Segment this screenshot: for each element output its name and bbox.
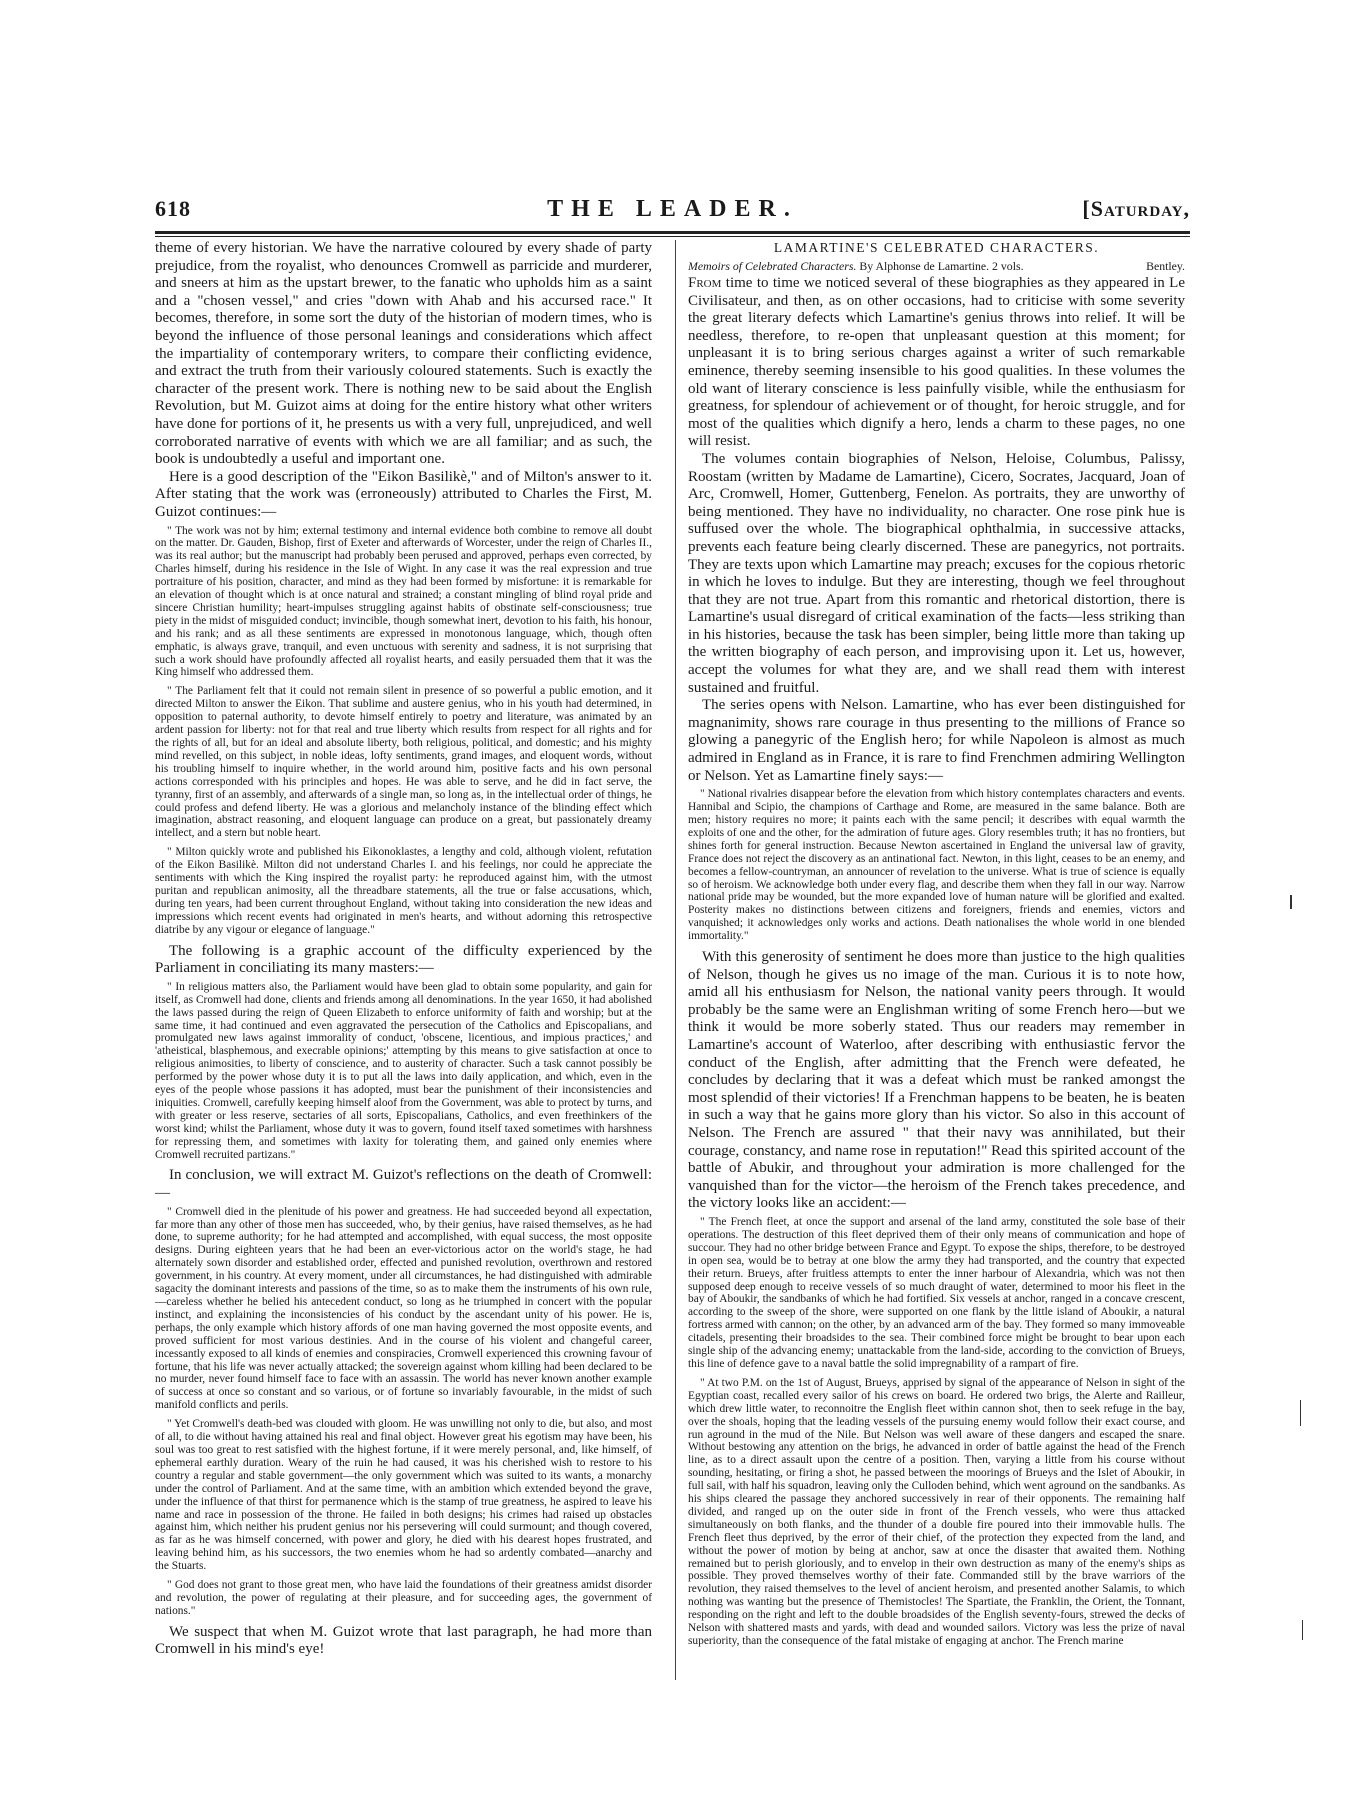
guizot-paragraph: The following is a graphic account of the difficulty experienced by the Parliament in conciliating its many masters:—: [155, 942, 652, 977]
guizot-paragraph: theme of every historian. We have the narrative coloured by every shade of party prejudice, from the royalist, who denounces Cromwell as parricide and murderer, and sneers at him as the upstart brewer, to the fanatic who upholds him as a saint and a "chosen vessel," and cries "down with Ahab and his accursed race." It becomes, therefore, in some sort the duty of the historian of modern times, who is beyond the influence of those personal leanings and considerations which affect the impartiality of contemporary writers, to compare their conflicting evidence, and extract the truth from their variously coloured statements. Such is exactly the character of the present work. There is nothing new to be said about the English Revolution, but M. Guizot aims at doing for the entire history what other writers have done for portions of it, he presents us with a very full, unprejudiced, and well corroborated narrative of events with which we are all familiar; and as such, the book is undoubtedly a useful and important one.: [155, 240, 652, 468]
quoted-extract: " At two P.M. on the 1st of August, Brueys, apprised by signal of the appearance of Nelson in sight of the Egyptian coast, recalled every sailor of his crews on board. He ordered two brigs, the Alerte and Railleur, which drew little water, to reconnoitre the English fleet within cannon shot, then to seek refuge in the bay, over the shoals, hoping that the leading vessels of the pursuing enemy would follow their exact course, and run aground in the mud of the Nile. But Nelson was well aware of these dangers and escaped the snare. Without bestowing any attention on the brigs, he advanced in order of battle against the head of the French line, as to a direct assault upon the centre of a position. Then, varying a little from his course without sounding, hesitating, or firing a shot, he passed between the moorings of Brueys and the Islet of Aboukir, in full sail, with half his squadron, leaving only the Culloden behind, which went aground on the sandbanks. As his ships cleared the passage they anchored successively in rear of their opponents. The remaining half divided, and ranged up on the outer side in front of the French vessels, who were thus attacked simultaneously on both flanks, and the thunder of a double fire poured into their immovable hulls. The French fleet thus deprived, by the error of their chief, of the protection they expected from the land, and without the power of motion by being at anchor, saw at once the disaster that awaited them. Nothing remained but to perish gloriously, and to envelop in their own destruction as many of the enemy's ships as possible. They proved themselves worthy of their fate. Commanded still by the brave warriors of the revolution, they raised themselves to the level of ancient heroism, and presented another Salamis, to which nothing was wanting but the presence of Themistocles! The Spartiate, the Franklin, the Orient, the Tonnant, responding on the right and left to the double broadsides of the English seventy-fours, strewed the decks of Nelson with shattered masts and yards, with dead and wounded sailors. Victory was less the prize of naval superiority, than the consequence of the fatal mistake of engaging at anchor. The French marine: [688, 1376, 1185, 1647]
book-byline: [688, 259, 1185, 273]
quoted-extract: " God does not grant to those great men, who have laid the foundations of their greatness amidst disorder and revolution, the power of regulating at their pleasure, and for succeeding ages, the government of nations.": [155, 1579, 652, 1617]
masthead: THE LEADER.: [547, 196, 798, 222]
header-rule: [155, 231, 1190, 234]
quoted-extract: " National rivalries disappear before the elevation from which history contemplates characters and events. Hannibal and Scipio, the champions of Carthage and Rome, are measured in the same balance. Both are men; history requires no more; it paints each with the same pencil; it describes with equal warmth the exploits of one and the other, for the admiration of future ages. Glory resembles truth; it has no frontiers, but shines forth for general instruction. Because Newton ascertained in England the universal law of gravity, France does not reject the discovery as an antinational fact. Newton, in this light, ceases to be an enemy, and becomes a fellow-countryman, an announcer of revelation to the universe. What is true of science is equally so of heroism. We acknowledge both under every flag, and describe them when they fall in our way. Narrow national pride may be wounded, but the more expanded love of human nature will be glorified and exalted. Posterity makes no distinctions between citizens and foreigners, friends and enemies, victors and vanquished; it acknowledges only works and actions. Death nationalises the whole world in one blended immortality.": [688, 788, 1185, 943]
guizot-paragraph: Here is a good description of the "Eikon Basilikè," and of Milton's answer to it. After stating that the work was (erroneously) attributed to Charles the First, M. Guizot continues:—: [155, 468, 652, 520]
quoted-extract: " Yet Cromwell's death-bed was clouded with gloom. He was unwilling not only to die, but also, and most of all, to die without having attained his real and final object. However great his egotism may have been, his soul was too great to rest satisfied with the highest fortune, if it were merely personal, and, like himself, of ephemeral earthly duration. Weary of the ruin he had caused, it was his cherished wish to restore to his country a regular and stable government—the only government which was suited to its wants, a monarchy under the control of Parliament. And at the same time, with an ambition which extended beyond the grave, under the influence of that thirst for permanence which is the stamp of true greatness, he aspired to leave his name and race in possession of the throne. He failed in both designs; his crimes had raised up obstacles against him, which neither his prudent genius nor his persevering will could surmount; and though covered, as far as he was himself concerned, with power and glory, he died with his dearest hopes frustrated, and leaving behind him, as his successors, the two enemies whom he had so ardently combated—anarchy and the Stuarts.: [155, 1418, 652, 1573]
left-column: [155, 240, 652, 1690]
dateline: [Saturday,: [1082, 196, 1190, 221]
review-paragraph: The volumes contain biographies of Nelson, Heloise, Columbus, Palissy, Roostam (written by Madame de Lamartine), Cicero, Socrates, Jacquard, Joan of Arc, Cromwell, Homer, Guttenberg, Fenelon. As portraits, they are unworthy of being mentioned. They have no individuality, no character. One rose pink hue is suffused over the whole. The biographical ophthalmia, in successive attacks, prevents each feature being clearly discerned. These are panegyrics, not portraits. They are texts upon which Lamartine may preach; excuses for the copious rhetoric in which he loves to indulge. But they are interesting, though we feel throughout that they are not true. Apart from this romantic and rhetorical distortion, there is Lamartine's usual disregard of critical examination of the facts—less striking than in his histories, because the task has been simpler, being little more than taking up the written biography of each person, and improvising upon it. Let us, however, accept the volumes for what they are, and we shall read them with interest sustained and fruitful.: [688, 450, 1185, 696]
book-publisher: Bentley.: [1146, 259, 1185, 273]
margin-mark: [1290, 895, 1292, 909]
quoted-extract: " The Parliament felt that it could not remain silent in presence of so powerful a public emotion, and it directed Milton to answer the Eikon. That sublime and austere genius, who in his youth had determined, in opposition to paternal authority, to devote himself entirely to poetry and literature, was animated by an ardent passion for liberty: not for that real and true liberty which results from respect for all rights and for the rights of all, but for an ideal and absolute liberty, both religious, political, and domestic; and his mighty mind revelled, on this subject, in noble ideas, lofty sentiments, grand images, and eloquent words, without his troubling himself to inquire whether, in the world around him, positive facts and his own personal actions corresponded with his principles and hopes. He was able to serve, and he did in fact serve, the tyranny, first of an assembly, and afterwards of a single man, so long as, in the intellectual order of things, he could profess and defend liberty. He was a glorious and melancholy instance of the blinding effect which imagination, abstract reasoning, and eloquent language can produce on a great, but passionately dreamy intellect, and a stern but noble heart.: [155, 685, 652, 840]
quoted-extract: " Cromwell died in the plenitude of his power and greatness. He had succeeded beyond all expectation, far more than any other of those men has succeeded, who, by their genius, have raised themselves, as he had done, to supreme authority; for he had attempted and accomplished, with equal success, the most opposite designs. During eighteen years that he had been an ever-victorious actor on the world's stage, he had alternately sown disorder and established order, effected and punished revolution, overthrown and restored government, in his country. At every moment, under all circumstances, he had distinguished with admirable sagacity the dominant interests and passions of the time, so as to make them the instruments of his own rule,—careless whether he belied his antecedent conduct, so long as he triumphed in concert with the popular instinct, and explaining the inconsistencies of his conduct by the ascendant unity of his power. He is, perhaps, the only example which history affords of one man having governed the most opposite events, and proved sufficient for most various destinies. And in the course of his violent and changeful career, incessantly exposed to all kinds of enemies and conspiracies, Cromwell experienced this crowning favour of fortune, that his life was never actually attacked; the sovereign against whom killing had been declared to be no murder, never found himself face to face with an assassin. The world has never known another example of success at once so constant and so various, or of fortune so invariably favourable, in the midst of such manifold conflicts and perils.: [155, 1205, 652, 1412]
guizot-closing-paragraph: We suspect that when M. Guizot wrote that last paragraph, he had more than Cromwell in his mind's eye!: [155, 1623, 652, 1658]
quoted-extract: " Milton quickly wrote and published his Eikonoklastes, a lengthy and cold, although violent, refutation of the Eikon Basilikè. Milton did not understand Charles I. and his feelings, nor could he appreciate the sentiments with which the King inspired the royalist party: he reproduced against him, with the utmost puritan and republican animosity, all the threadbare statements, all the true or false accusations, which, during ten years, had been current throughout England, without taking into consideration the new ideas and impressions which recent events had originated in men's hearts, and without adorning this retrospective diatribe by any vigour or elegance of language.": [155, 846, 652, 936]
margin-mark: [1302, 1620, 1303, 1640]
header-rule-thin: [155, 236, 1190, 237]
book-author: By Alphonse de Lamartine. 2 vols.: [859, 259, 1024, 273]
drop-word: From: [688, 275, 722, 291]
book-title: Memoirs of Celebrated Characters.: [688, 259, 857, 273]
review-paragraph: With this generosity of sentiment he does more than justice to the high qualities of Nelson, though he gives us no image of the man. Curious it is to note how, amid all his enthusiasm for Nelson, the national vanity peers through. It would probably be the same were an Englishman writing of some French hero—but we think it would be more soberly stated. Thus our readers may remember in Lamartine's account of Waterloo, after describing with enthusiastic fervor the conduct of the English, after admitting that the French were defeated, he concludes by declaring that it was a defeat which must be ranked amongst the most splendid of their victories! If a Frenchman happens to be beaten, he is beaten in such a way that he gains more glory than his victor. So also in this account of Nelson. The French are assured " that their navy was annihilated, but their courage, constancy, and name rose in reputation!" Read this spirited account of the battle of Abukir, and throughout your admiration is more challenged for the vanquished than for the victor—the heroism of the French takes precedence, and the victory looks like an accident:—: [688, 949, 1185, 1212]
review-paragraph: The series opens with Nelson. Lamartine, who has ever been distinguished for magnanimity, shows rare courage in thus presenting to the millions of France so glowing a panegyric of the English hero; for while Napoleon is almost as much admired in England as in France, it is rare to find Frenchmen admiring Wellington or Nelson. Yet as Lamartine finely says:—: [688, 697, 1185, 784]
review-paragraph-text: time to time we noticed several of these biographies as they appeared in Le Civilisateur, and then, as on other occasions, had to criticise with some severity the great literary defects which Lamartine's genius throws into relief. It will be needless, therefore, to re-open that unpleasant question at this moment; for unpleasant it is to bring serious charges against a writer of such remarkable eminence, thereby seeming insensible to his good qualities. In these volumes the old want of literary conscience is less painfully visible, while the enthusiasm for greatness, for splendour of achievement or of thought, for heroic struggle, and for most of the qualities which dignify a hero, lends a charm to these pages, no one will resist.: [688, 275, 1185, 450]
margin-mark: [1300, 1400, 1301, 1426]
column-divider: [675, 240, 676, 1680]
right-column: [688, 240, 1185, 1650]
page-header: [155, 196, 1190, 226]
guizot-paragraph: In conclusion, we will extract M. Guizot's reflections on the death of Cromwell:—: [155, 1167, 652, 1202]
review-paragraph: [688, 275, 1185, 451]
quoted-extract: " The French fleet, at once the support and arsenal of the land army, constituted the sole base of their operations. The destruction of this fleet deprived them of their only means of communication and hope of succour. They had no other bridge between France and Egypt. To expose the ships, therefore, to be destroyed in open sea, would be to betray at one blow the army they had transported, and the country that expected their return. Brueys, after fruitless attempts to enter the inner harbour of Alexandria, which was not then supposed deep enough to receive vessels of so much draught of water, determined to moor his fleet in the bay of Aboukir, the sandbanks of which he had fortified. Six vessels at anchor, ranged in a concave crescent, according to the sweep of the shore, were supported on one flank by the little island of Aboukir, a natural fortress armed with cannon; on the other, by an advanced arm of the bay. They formed so many immoveable citadels, presenting their broadsides to the sea. Their combined force might be brought to bear upon each single ship of the advancing enemy; unattackable from the land-side, according to the conviction of Brueys, this line of defence gave to a naval battle the solid impregnability of a rampart of fire.: [688, 1216, 1185, 1370]
article-title: LAMARTINE'S CELEBRATED CHARACTERS.: [773, 240, 1100, 255]
quoted-extract: " In religious matters also, the Parliament would have been glad to obtain some popularity, and gain for itself, as Cromwell had done, clients and friends among all denominations. In the year 1650, it had abolished the laws passed during the reign of Queen Elizabeth to enforce uniformity of faith and worship; but at the same time, it had continued and even aggravated the persecution of the Catholics and Episcopalians, and promulgated new laws against immorality of conduct, 'obscene, licentious, and impious practices,' and 'atheistical, blasphemous, and execrable opinions;' attempting by this means to give satisfaction at once to religious animosities, to liberty of conscience, and to austerity of character. Such a task cannot possibly be performed by the power whose duty it is to put all the laws into daily application, and which, even in the eyes of the people whose passions it has adopted, must bear the punishment of their inconsistencies and iniquities. Cromwell, carefully keeping himself aloof from the Government, was able to protect by turns, and with greater or less reserve, sectaries of all sorts, Episcopalians, Catholics, and even freethinkers of the worst kind; whilst the Parliament, whose duty it was to govern, found itself taxed sometimes with harshness for repressing them, and sometimes with laxity for tolerating them, and gained only enemies where Cromwell recruited partizans.": [155, 980, 652, 1161]
page-number: 618: [155, 196, 191, 221]
quoted-extract: " The work was not by him; external testimony and internal evidence both combine to remove all doubt on the matter. Dr. Gauden, Bishop, first of Exeter and afterwards of Worcester, under the reign of Charles II., was its real author; but the manuscript had probably been perused and approved, perhaps even corrected, by Charles himself, during his residence in the Isle of Wight. In any case it was the real expression and true portraiture of his position, character, and mind as they had been formed by misfortune: it is remarkable for an elevation of thought which is at once natural and strained; a constant mingling of blind royal pride and sincere Christian humility; heart-impulses struggling against habits of obstinate self-consciousness; true piety in the midst of misguided conduct; invincible, though somewhat inert, devotion to his faith, his honour, and his rank; and as all these sentiments are expressed in monotonous language, which, though often emphatic, is always grave, tranquil, and even unctuous with serenity and sadness, it is not surprising that such a work should have profoundly affected all royalist hearts, and easily persuaded them that it was the King himself who addressed them.: [155, 524, 652, 679]
